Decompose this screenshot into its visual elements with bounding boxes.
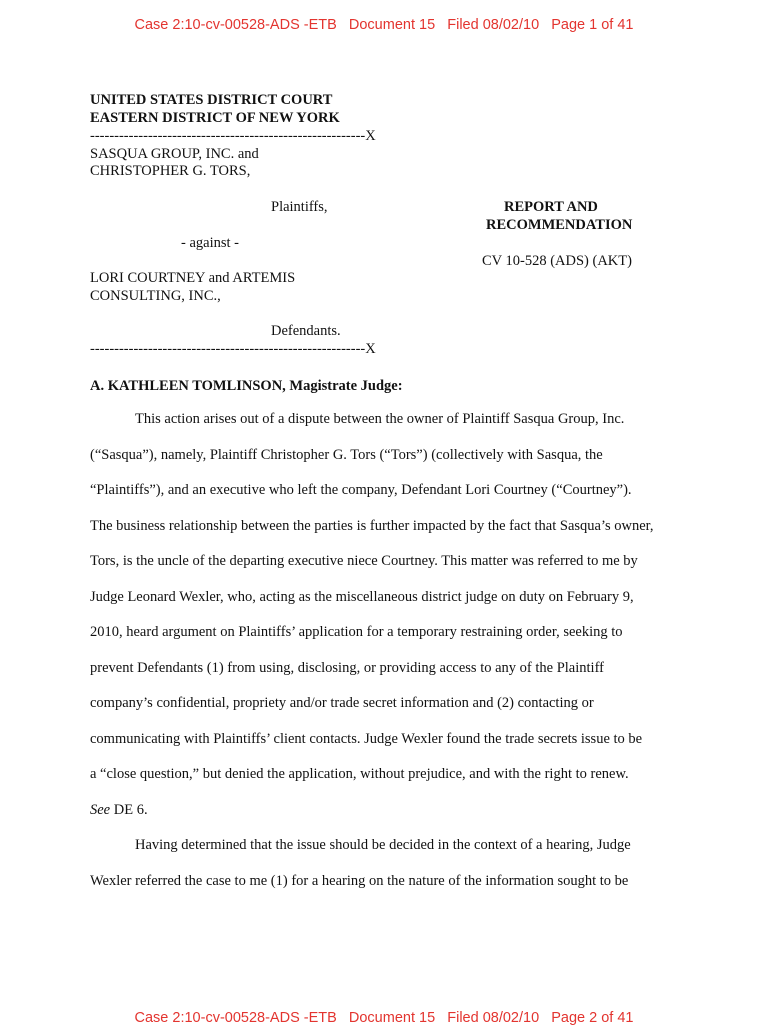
paragraph-1-line: 2010, heard argument on Plaintiffs’ application for a temporary restraining order, seeking to xyxy=(90,624,623,640)
paragraph-1 xyxy=(90,402,680,828)
see-signal: See xyxy=(90,801,111,818)
paragraph-1-line: “Plaintiffs”), and an executive who left the company, Defendant Lori Courtney (“Courtney”). xyxy=(90,482,632,498)
court-district: EASTERN DISTRICT OF NEW YORK xyxy=(90,110,340,126)
plaintiff-name-line1: SASQUA GROUP, INC. and xyxy=(90,146,259,162)
paragraph-2-line: Wexler referred the case to me (1) for a hearing on the nature of the information sought to be xyxy=(90,872,629,889)
defendants-label: Defendants. xyxy=(271,323,341,339)
footer-document: Document 15 xyxy=(348,1010,436,1026)
paragraph-2 xyxy=(90,828,680,899)
caption-rule-top: ---------------------------------------------------------X xyxy=(90,128,376,144)
paragraph-1-line: Judge Leonard Wexler, who, acting as the miscellaneous district judge on duty on February 9, xyxy=(90,588,634,605)
judge-heading: A. KATHLEEN TOMLINSON, Magistrate Judge: xyxy=(90,378,403,394)
document-title-line1: REPORT AND xyxy=(504,199,598,215)
against-label: - against - xyxy=(181,235,239,251)
paragraph-1-line: (“Sasqua”), namely, Plaintiff Christopher G. Tors (“Tors”) (collectively with Sasqua, the xyxy=(90,446,603,463)
citation-line xyxy=(90,793,680,829)
paragraph-1-line: company’s confidential, propriety and/or trade secret information and (2) contacting or xyxy=(90,695,594,711)
defendant-name-line2: CONSULTING, INC., xyxy=(90,288,221,304)
header-filed-date: Filed 08/02/10 xyxy=(447,17,540,33)
document-title-line2: RECOMMENDATION xyxy=(486,217,633,233)
citation-text: DE 6. xyxy=(110,801,148,818)
paragraph-1-line: prevent Defendants (1) from using, disclosing, or providing access to any of the Plaintiff xyxy=(90,659,604,676)
ecf-header-stamp xyxy=(0,17,768,33)
footer-case-number: Case 2:10-cv-00528-ADS -ETB xyxy=(134,1010,337,1026)
plaintiff-name-line2: CHRISTOPHER G. TORS, xyxy=(90,163,251,179)
plaintiffs-label: Plaintiffs, xyxy=(271,199,328,215)
paragraph-2-line: Having determined that the issue should be decided in the context of a hearing, Judge xyxy=(135,837,631,853)
defendant-name-line1: LORI COURTNEY and ARTEMIS xyxy=(90,270,296,286)
paragraph-1-line: communicating with Plaintiffs’ client contacts. Judge Wexler found the trade secrets issue to be xyxy=(90,730,643,747)
footer-filed-date: Filed 08/02/10 xyxy=(447,1010,540,1026)
paragraph-1-line: This action arises out of a dispute between the owner of Plaintiff Sasqua Group, Inc. xyxy=(135,411,625,427)
footer-page-number: Page 2 of 41 xyxy=(551,1010,634,1026)
paragraph-1-line: Tors, is the uncle of the departing executive niece Courtney. This matter was referred to me by xyxy=(90,553,638,569)
paragraph-1-line: a “close question,” but denied the application, without prejudice, and with the right to renew. xyxy=(90,766,629,782)
case-number: CV 10-528 (ADS) (AKT) xyxy=(482,253,632,269)
caption-rule-bottom: ---------------------------------------------------------X xyxy=(90,341,376,357)
header-page-number: Page 1 of 41 xyxy=(551,17,634,33)
paragraph-1-line: The business relationship between the parties is further impacted by the fact that Sasqua’s owner, xyxy=(90,517,654,534)
header-document: Document 15 xyxy=(348,17,436,33)
header-case-number: Case 2:10-cv-00528-ADS -ETB xyxy=(134,17,337,33)
court-name: UNITED STATES DISTRICT COURT xyxy=(90,92,333,108)
